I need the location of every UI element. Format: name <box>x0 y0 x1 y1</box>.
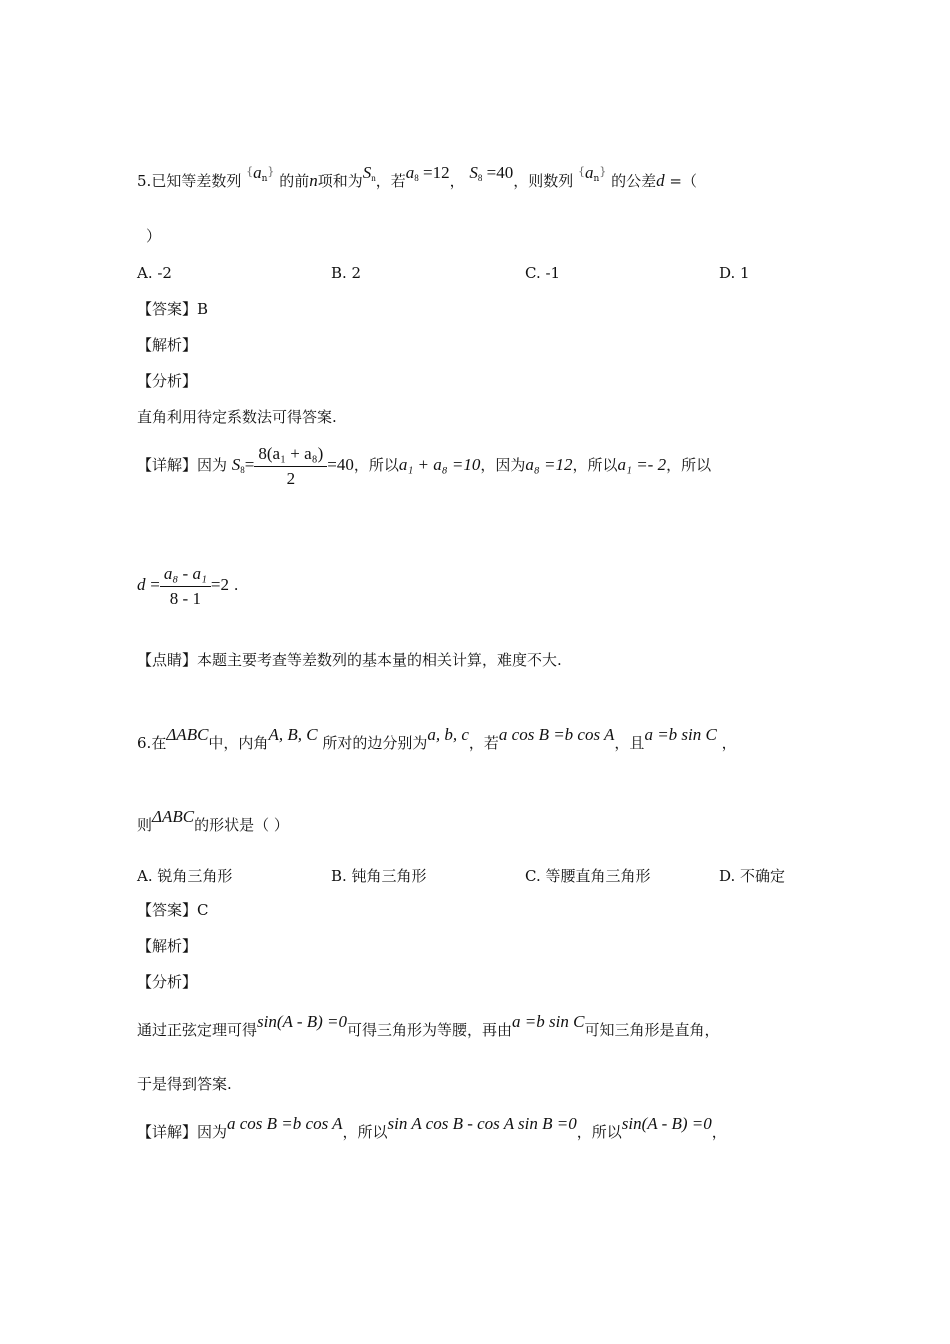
q6-cond2: a =b sin C <box>644 725 717 744</box>
q6-fenxi-label: 【分析】 <box>137 973 198 991</box>
q5-text-1: 已知等差数列 <box>151 172 242 190</box>
q5-text-3: 项和为 <box>317 172 363 190</box>
q5-close-paren: ） <box>146 227 162 245</box>
q5-S8: $S_8 =40$ <box>469 163 514 183</box>
q6-detail-line1: 【详解】因为a cos B =b cos A，所以sin A cos B - cos A sin B =0，所以sin(A - B) =0， <box>137 1114 727 1141</box>
q6-answer: 【答案】C <box>137 901 209 919</box>
q5-option-c: C. -1 <box>525 264 561 282</box>
q6-number: 6. <box>137 734 152 752</box>
q6-option-a: A. 锐角三角形 <box>137 867 233 885</box>
q5-analysis: 直角利用待定系数法可得答案. <box>137 408 337 426</box>
q5-Sn: $S_n$ <box>362 163 376 183</box>
q6-sides: a, b, c <box>427 725 469 744</box>
q6-angles: A, B, C <box>268 725 318 744</box>
q5-var-d: d <box>656 171 665 190</box>
q6-option-d: D. 不确定 <box>719 867 786 885</box>
q5-jiexi-label: 【解析】 <box>137 336 198 354</box>
q5-seq-an-1: $^{\{}a_n^{\}}$ <box>246 163 275 184</box>
q5-detail-line2: d = $\frac{\text{a₈ - a₁}}{8 - 1}$ =2 . <box>137 560 239 611</box>
q6-jiexi-label: 【解析】 <box>137 937 198 955</box>
q5-d-fraction: $\frac{\text{a₈ - a₁}}{8 - 1}$ <box>160 562 211 611</box>
q6-cond1: a cos B =b cos A <box>498 725 615 744</box>
q6-stem-line2: 则ΔABC的形状是（ ） <box>137 807 289 834</box>
q6-option-b: B. 钝角三角形 <box>331 867 427 885</box>
q5-detail-fraction: $\frac{\text{8(a₁ + a₈)}}{2}$ <box>254 442 327 491</box>
q6-triangle: ΔABC <box>166 725 209 744</box>
q5-seq-an-2: $^{\{}a_n^{\}}$ <box>578 163 607 184</box>
q5-detail-line1: 【详解】因为 $S_8=$ $\frac{\text{8(a₁ + a₈)}}{2}$ =40，所以a₁ + a₈ =10，因为a₈ =12，所以a₁ =- 2，所以 <box>137 440 711 495</box>
q5-answer: 【答案】B <box>137 300 209 318</box>
q5-var-n: n <box>309 171 318 190</box>
q5-option-d: D. 1 <box>719 264 750 282</box>
q6-analysis-line1: 通过正弦定理可得sin(A - B) =0可得三角形为等腰，再由a =b sin C可知三角形是直角， <box>137 1012 720 1039</box>
q5-option-b: B. 2 <box>331 264 362 282</box>
q5-a8: $a_8 =12$ <box>405 163 450 183</box>
q5-text-4: ，若 <box>375 172 406 190</box>
q5-number: 5. <box>137 172 152 190</box>
q6-option-c: C. 等腰直角三角形 <box>525 867 651 885</box>
q6-stem-line1: 6.在ΔABC中，内角A, B, C 所对的边分别为a, b, c，若a cos B =b cos A，且a =b sin C ， <box>137 725 737 752</box>
q5-text-6: 的公差 <box>611 172 657 190</box>
q5-text-5: ，则数列 <box>513 172 574 190</box>
q5-fenxi-label: 【分析】 <box>137 372 198 390</box>
q5-dianjing: 【点睛】本题主要考查等差数列的基本量的相关计算，难度不大. <box>137 651 562 669</box>
q5-detail-S8: $S_8$ <box>231 455 245 475</box>
q5-stem-line1: 5.已知等差数列 $^{\{}a_n^{\}}$ 的前n项和为$S_n$，若$a_8 =12$， $S_8 =40$，则数列 $^{\{}a_n^{\}}$ 的公差d =（ <box>137 163 697 190</box>
q5-option-a: A. -2 <box>137 264 172 282</box>
q5-text-2: 的前 <box>279 172 310 190</box>
q6-analysis-line2: 于是得到答案. <box>137 1075 232 1093</box>
